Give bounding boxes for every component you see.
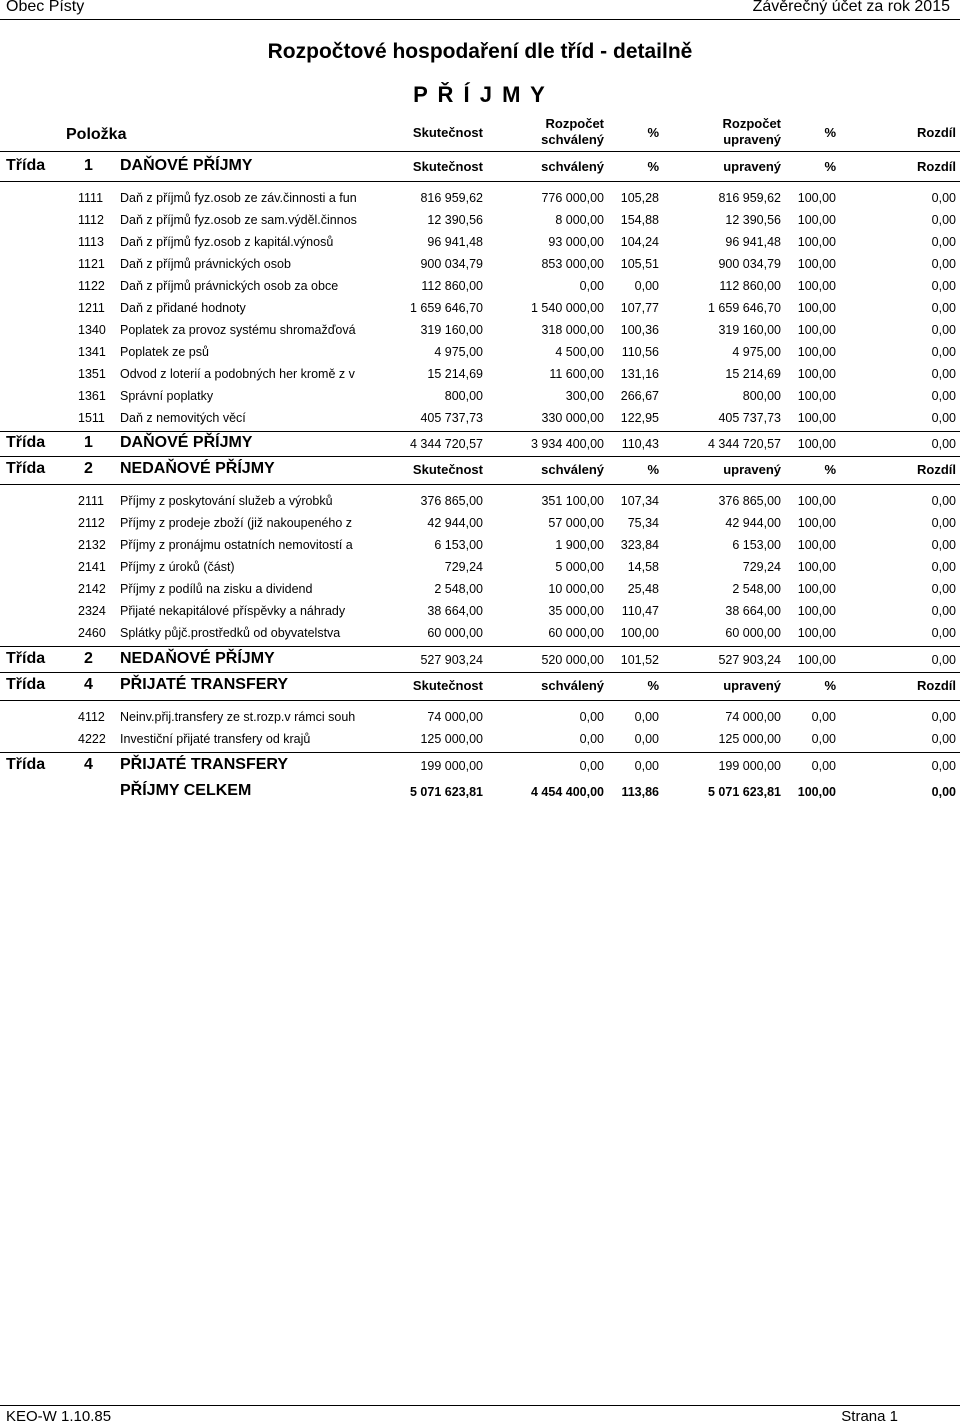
- row-name: Přijaté nekapitálové příspěvky a náhrady: [120, 604, 346, 618]
- table-row: [0, 626, 960, 646]
- row-rozdil: 0,00: [931, 345, 956, 359]
- row-upraveny: 112 860,00: [719, 279, 781, 293]
- row-code: 1111: [78, 191, 104, 205]
- row-schvaleny: 4 500,00: [555, 345, 604, 359]
- row-code: 2112: [78, 516, 105, 530]
- col-schvaleny: schválený: [541, 132, 604, 147]
- row-pct2: 100,00: [797, 213, 836, 227]
- footer-divider: [0, 1405, 960, 1406]
- row-name: Daň z nemovitých věcí: [120, 411, 246, 425]
- row-pct2: 100,00: [797, 345, 836, 359]
- table-row: [0, 582, 960, 602]
- section-header-4: [0, 676, 960, 700]
- sub-col-upraveny: upravený: [723, 678, 781, 693]
- row-schvaleny: 330 000,00: [541, 411, 604, 425]
- sub-col-pct1: %: [647, 462, 659, 477]
- total-pct2: 0,00: [811, 759, 836, 773]
- row-upraveny: 125 000,00: [718, 732, 781, 746]
- row-upraveny: 15 214,69: [725, 367, 781, 381]
- row-schvaleny: 0,00: [579, 732, 604, 746]
- row-pct1: 110,56: [621, 345, 659, 359]
- section-divider: [0, 672, 960, 673]
- row-code: 2460: [78, 626, 106, 640]
- row-name: Příjmy z úroků (část): [120, 560, 235, 574]
- row-name: Daň z příjmů právnických osob za obce: [120, 279, 339, 293]
- row-skutecnost: 900 034,79: [420, 257, 483, 271]
- sub-col-pct1: %: [647, 678, 659, 693]
- table-row: [0, 560, 960, 580]
- row-pct2: 100,00: [797, 560, 836, 574]
- row-upraveny: 38 664,00: [725, 604, 781, 618]
- section-divider: [0, 752, 960, 753]
- row-name: Správní poplatky: [120, 389, 214, 403]
- section-name: PŘIJATÉ TRANSFERY: [120, 756, 289, 773]
- row-schvaleny: 35 000,00: [548, 604, 604, 618]
- row-pct1: 107,77: [620, 301, 659, 315]
- row-skutecnost: 6 153,00: [434, 538, 483, 552]
- row-name: Poplatek za provoz systému shromažďová: [120, 323, 356, 337]
- total-pct1: 101,52: [620, 653, 659, 667]
- row-upraveny: 800,00: [742, 389, 781, 403]
- row-pct1: 14,58: [627, 560, 659, 574]
- row-code: 1121: [78, 257, 105, 271]
- row-schvaleny: 0,00: [579, 279, 604, 293]
- row-schvaleny: 300,00: [565, 389, 604, 403]
- row-schvaleny: 351 100,00: [541, 494, 604, 508]
- row-pct1: 266,67: [620, 389, 659, 403]
- row-skutecnost: 125 000,00: [420, 732, 483, 746]
- total-schvaleny: 0,00: [579, 759, 604, 773]
- table-row: [0, 301, 960, 321]
- footer-version: KEO-W 1.10.85: [6, 1408, 112, 1425]
- row-skutecnost: 15 214,69: [427, 367, 483, 381]
- col-polozka: Položka: [66, 126, 127, 143]
- row-rozdil: 0,00: [931, 538, 956, 552]
- sub-col-upraveny: upravený: [723, 159, 781, 174]
- row-name: Daň z příjmů právnických osob: [120, 257, 291, 271]
- section-total-2: [0, 650, 960, 674]
- section-number: 2: [84, 460, 93, 477]
- section-divider: [0, 431, 960, 432]
- section-name: DAŇOVÉ PŘÍJMY: [120, 434, 253, 451]
- total-schvaleny: 520 000,00: [541, 653, 604, 667]
- footer-page-number: Strana 1: [841, 1408, 898, 1425]
- row-name: Investiční přijaté transfery od krajů: [120, 732, 311, 746]
- row-rozdil: 0,00: [931, 367, 956, 381]
- sub-col-schvaleny: schválený: [541, 678, 604, 693]
- row-pct1: 104,24: [620, 235, 659, 249]
- row-pct2: 0,00: [811, 732, 836, 746]
- row-upraveny: 4 975,00: [732, 345, 781, 359]
- row-upraveny: 96 941,48: [725, 235, 781, 249]
- table-row: [0, 516, 960, 536]
- row-upraveny: 6 153,00: [732, 538, 781, 552]
- row-rozdil: 0,00: [931, 389, 956, 403]
- sub-col-skutecnost: Skutečnost: [412, 678, 483, 693]
- trida-label: Třída: [6, 157, 46, 174]
- total-skutecnost: 199 000,00: [420, 759, 483, 773]
- row-skutecnost: 729,24: [444, 560, 483, 574]
- total-pct1: 110,43: [621, 437, 659, 451]
- total-pct2: 100,00: [797, 653, 836, 667]
- header-divider: [0, 19, 960, 20]
- row-pct1: 107,34: [620, 494, 659, 508]
- total-rozdil: 0,00: [931, 653, 956, 667]
- page-title: Rozpočtové hospodaření dle tříd - detailně: [267, 40, 693, 63]
- row-name: Daň z příjmů fyz.osob z kapitál.výnosů: [120, 235, 334, 249]
- total-skutecnost: 527 903,24: [420, 653, 483, 667]
- row-upraveny: 729,24: [742, 560, 781, 574]
- table-row: [0, 323, 960, 343]
- row-skutecnost: 319 160,00: [420, 323, 483, 337]
- row-pct1: 100,00: [620, 626, 659, 640]
- grand-total-label: PŘÍJMY CELKEM: [120, 782, 252, 799]
- sub-col-upraveny: upravený: [723, 462, 781, 477]
- sub-col-pct1: %: [647, 159, 659, 174]
- column-header-divider: [0, 151, 960, 152]
- row-skutecnost: 800,00: [444, 389, 483, 403]
- section-divider: [0, 456, 960, 457]
- row-upraveny: 405 737,73: [718, 411, 781, 425]
- table-row: [0, 191, 960, 211]
- row-code: 4222: [78, 732, 106, 746]
- table-row: [0, 367, 960, 387]
- row-upraveny: 2 548,00: [732, 582, 781, 596]
- row-rozdil: 0,00: [931, 516, 956, 530]
- total-upraveny: 527 903,24: [718, 653, 781, 667]
- sub-col-skutecnost: Skutečnost: [412, 462, 483, 477]
- row-pct2: 100,00: [797, 516, 836, 530]
- section-total-4: [0, 756, 960, 780]
- row-pct2: 100,00: [797, 411, 836, 425]
- grand-total-pct1: 113,86: [621, 785, 659, 799]
- row-code: 2132: [78, 538, 106, 552]
- table-row: [0, 235, 960, 255]
- section-divider: [0, 181, 960, 182]
- section-divider: [0, 700, 960, 701]
- row-pct1: 100,36: [620, 323, 659, 337]
- row-skutecnost: 4 975,00: [434, 345, 483, 359]
- table-row: [0, 604, 960, 624]
- section-total-1: [0, 434, 960, 458]
- row-schvaleny: 10 000,00: [548, 582, 604, 596]
- row-skutecnost: 12 390,56: [427, 213, 483, 227]
- row-pct2: 100,00: [797, 538, 836, 552]
- grand-total-upraveny: 5 071 623,81: [708, 785, 781, 799]
- section-header-1: [0, 157, 960, 181]
- section-name: NEDAŇOVÉ PŘÍJMY: [120, 460, 275, 477]
- grand-total-skutecnost: 5 071 623,81: [410, 785, 483, 799]
- table-row: [0, 538, 960, 558]
- row-pct2: 100,00: [797, 323, 836, 337]
- row-code: 2142: [78, 582, 106, 596]
- row-upraveny: 74 000,00: [725, 710, 781, 724]
- table-row: [0, 345, 960, 365]
- sub-col-pct2: %: [824, 462, 836, 477]
- section-name: NEDAŇOVÉ PŘÍJMY: [120, 650, 275, 667]
- row-pct1: 75,34: [627, 516, 659, 530]
- row-skutecnost: 96 941,48: [427, 235, 483, 249]
- table-row: [0, 494, 960, 514]
- row-upraveny: 816 959,62: [718, 191, 781, 205]
- trida-label: Třída: [6, 756, 46, 773]
- row-name: Příjmy z prodeje zboží (již nakoupeného z: [120, 516, 353, 530]
- row-code: 2111: [78, 494, 104, 508]
- row-pct2: 100,00: [797, 582, 836, 596]
- row-pct2: 100,00: [797, 191, 836, 205]
- row-pct2: 100,00: [797, 235, 836, 249]
- row-pct1: 0,00: [634, 279, 659, 293]
- table-row: [0, 389, 960, 409]
- row-schvaleny: 57 000,00: [548, 516, 604, 530]
- row-schvaleny: 11 600,00: [549, 367, 604, 381]
- row-rozdil: 0,00: [931, 494, 956, 508]
- row-pct1: 323,84: [620, 538, 659, 552]
- table-row: [0, 213, 960, 233]
- sub-col-schvaleny: schválený: [541, 462, 604, 477]
- row-schvaleny: 8 000,00: [555, 213, 604, 227]
- row-pct1: 0,00: [634, 732, 659, 746]
- grand-total-rozdil: 0,00: [931, 785, 956, 799]
- row-pct1: 154,88: [620, 213, 659, 227]
- sub-col-pct2: %: [824, 678, 836, 693]
- section-divider: [0, 646, 960, 647]
- row-skutecnost: 42 944,00: [427, 516, 483, 530]
- row-rozdil: 0,00: [931, 235, 956, 249]
- row-schvaleny: 93 000,00: [548, 235, 604, 249]
- row-pct1: 122,95: [620, 411, 659, 425]
- header-report-name: Závěrečný účet za rok 2015: [752, 0, 950, 15]
- section-name: DAŇOVÉ PŘÍJMY: [120, 157, 253, 174]
- row-name: Příjmy z pronájmu ostatních nemovitostí a: [120, 538, 353, 552]
- col-rozpocet-upr: Rozpočet: [722, 116, 781, 131]
- sub-col-skutecnost: Skutečnost: [412, 159, 483, 174]
- row-rozdil: 0,00: [931, 710, 956, 724]
- sub-col-rozdil: Rozdíl: [917, 159, 956, 174]
- trida-label: Třída: [6, 650, 46, 667]
- row-rozdil: 0,00: [931, 257, 956, 271]
- sub-col-schvaleny: schválený: [541, 159, 604, 174]
- trida-label: Třída: [6, 676, 46, 693]
- row-rozdil: 0,00: [931, 411, 956, 425]
- row-skutecnost: 2 548,00: [434, 582, 483, 596]
- row-schvaleny: 853 000,00: [541, 257, 604, 271]
- row-name: Příjmy z poskytování služeb a výrobků: [120, 494, 333, 508]
- row-skutecnost: 112 860,00: [421, 279, 483, 293]
- row-upraveny: 900 034,79: [718, 257, 781, 271]
- row-code: 1340: [78, 323, 106, 337]
- row-schvaleny: 0,00: [579, 710, 604, 724]
- grand-total-row: [0, 782, 960, 806]
- row-rozdil: 0,00: [931, 191, 956, 205]
- row-code: 1341: [78, 345, 106, 359]
- total-rozdil: 0,00: [931, 437, 956, 451]
- table-row: [0, 411, 960, 431]
- row-rozdil: 0,00: [931, 301, 956, 315]
- row-pct2: 100,00: [797, 494, 836, 508]
- row-pct2: 0,00: [811, 710, 836, 724]
- row-pct2: 100,00: [797, 301, 836, 315]
- row-skutecnost: 376 865,00: [420, 494, 483, 508]
- row-pct2: 100,00: [797, 279, 836, 293]
- total-upraveny: 199 000,00: [718, 759, 781, 773]
- row-pct1: 105,51: [620, 257, 659, 271]
- row-skutecnost: 816 959,62: [420, 191, 483, 205]
- row-pct1: 131,16: [620, 367, 659, 381]
- col-upraveny: upravený: [723, 132, 781, 147]
- sub-col-rozdil: Rozdíl: [917, 462, 956, 477]
- row-skutecnost: 38 664,00: [427, 604, 483, 618]
- row-upraveny: 1 659 646,70: [708, 301, 781, 315]
- row-upraveny: 42 944,00: [725, 516, 781, 530]
- row-code: 1351: [78, 367, 106, 381]
- row-rozdil: 0,00: [931, 279, 956, 293]
- row-skutecnost: 60 000,00: [427, 626, 483, 640]
- row-pct2: 100,00: [797, 367, 836, 381]
- trida-label: Třída: [6, 460, 46, 477]
- section-divider: [0, 484, 960, 485]
- row-pct2: 100,00: [797, 389, 836, 403]
- page-subtitle: P Ř Í J M Y: [413, 82, 547, 107]
- row-rozdil: 0,00: [931, 323, 956, 337]
- table-row: [0, 279, 960, 299]
- row-schvaleny: 5 000,00: [555, 560, 604, 574]
- table-row: [0, 257, 960, 277]
- col-rozdil: Rozdíl: [917, 125, 956, 140]
- row-pct1: 0,00: [634, 710, 659, 724]
- col-rozpocet: Rozpočet: [545, 116, 604, 131]
- row-skutecnost: 74 000,00: [427, 710, 483, 724]
- section-number: 2: [84, 650, 93, 667]
- row-name: Příjmy z podílů na zisku a dividend: [120, 582, 313, 596]
- section-number: 4: [84, 676, 93, 693]
- total-skutecnost: 4 344 720,57: [410, 437, 483, 451]
- row-code: 1361: [78, 389, 106, 403]
- row-rozdil: 0,00: [931, 626, 956, 640]
- total-rozdil: 0,00: [931, 759, 956, 773]
- col-pct1: %: [647, 125, 659, 140]
- row-schvaleny: 1 900,00: [555, 538, 604, 552]
- row-name: Daň z příjmů fyz.osob ze sam.výděl.činnos: [120, 213, 357, 227]
- row-rozdil: 0,00: [931, 732, 956, 746]
- header-municipality: Obec Písty: [6, 0, 85, 15]
- row-name: Daň z příjmů fyz.osob ze záv.činnosti a fun: [120, 191, 357, 205]
- total-pct2: 100,00: [797, 437, 836, 451]
- total-upraveny: 4 344 720,57: [708, 437, 781, 451]
- table-row: [0, 732, 960, 752]
- sub-col-rozdil: Rozdíl: [917, 678, 956, 693]
- section-number: 1: [84, 434, 93, 451]
- row-pct1: 25,48: [627, 582, 659, 596]
- row-name: Neinv.přij.transfery ze st.rozp.v rámci souh: [120, 710, 356, 724]
- row-code: 1211: [78, 301, 105, 315]
- row-pct2: 100,00: [797, 626, 836, 640]
- row-name: Odvod z loterií a podobných her kromě z v: [120, 367, 355, 381]
- col-pct2: %: [824, 125, 836, 140]
- row-name: Splátky půjč.prostředků od obyvatelstva: [120, 626, 341, 640]
- row-schvaleny: 60 000,00: [548, 626, 604, 640]
- table-row: [0, 710, 960, 730]
- row-code: 1112: [78, 213, 104, 227]
- row-code: 1511: [78, 411, 105, 425]
- row-name: Poplatek ze psů: [120, 345, 209, 359]
- row-code: 2141: [78, 560, 106, 574]
- row-upraveny: 319 160,00: [718, 323, 781, 337]
- row-schvaleny: 318 000,00: [541, 323, 604, 337]
- row-pct1: 105,28: [620, 191, 659, 205]
- section-name: PŘIJATÉ TRANSFERY: [120, 676, 289, 693]
- row-pct1: 110,47: [621, 604, 659, 618]
- trida-label: Třída: [6, 434, 46, 451]
- row-rozdil: 0,00: [931, 213, 956, 227]
- total-pct1: 0,00: [634, 759, 659, 773]
- row-upraveny: 376 865,00: [718, 494, 781, 508]
- row-upraveny: 60 000,00: [725, 626, 781, 640]
- row-rozdil: 0,00: [931, 560, 956, 574]
- row-code: 2324: [78, 604, 106, 618]
- section-number: 1: [84, 157, 93, 174]
- section-number: 4: [84, 756, 93, 773]
- row-name: Daň z přidané hodnoty: [120, 301, 246, 315]
- row-rozdil: 0,00: [931, 582, 956, 596]
- row-schvaleny: 776 000,00: [541, 191, 604, 205]
- row-rozdil: 0,00: [931, 604, 956, 618]
- row-code: 1113: [78, 235, 104, 249]
- row-code: 1122: [78, 279, 105, 293]
- row-upraveny: 12 390,56: [725, 213, 781, 227]
- row-schvaleny: 1 540 000,00: [531, 301, 604, 315]
- section-header-2: [0, 460, 960, 484]
- row-pct2: 100,00: [797, 257, 836, 271]
- grand-total-schvaleny: 4 454 400,00: [531, 785, 604, 799]
- col-skutecnost: Skutečnost: [412, 125, 483, 140]
- row-skutecnost: 1 659 646,70: [410, 301, 483, 315]
- row-pct2: 100,00: [797, 604, 836, 618]
- sub-col-pct2: %: [824, 159, 836, 174]
- row-code: 4112: [78, 710, 105, 724]
- grand-total-pct2: 100,00: [797, 785, 836, 799]
- total-schvaleny: 3 934 400,00: [531, 437, 604, 451]
- row-skutecnost: 405 737,73: [420, 411, 483, 425]
